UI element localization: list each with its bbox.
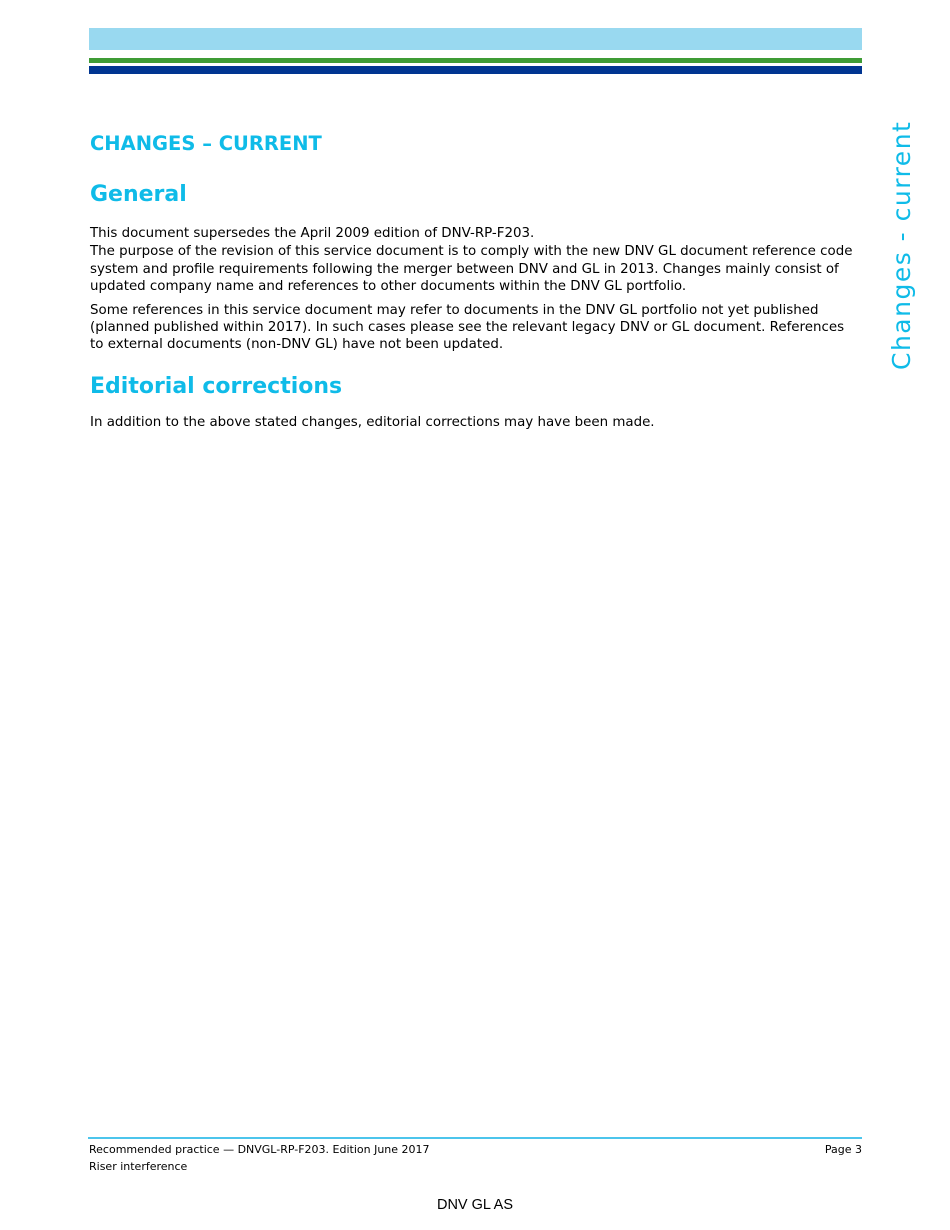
company-name: DNV GL AS <box>436 1197 514 1213</box>
paragraph: This document supersedes the April 2009 edition of DNV-RP-F203. <box>90 226 535 241</box>
paragraph: In addition to the above stated changes, editorial corrections may have been made. <box>90 415 655 431</box>
footer-document-title: Riser interference <box>89 1160 188 1173</box>
footer-document-reference: Recommended practice — DNVGL-RP-F203. Edition June 2017 <box>89 1143 430 1156</box>
page-number: Page 3 <box>824 1143 862 1156</box>
paragraph: The purpose of the revision of this service document is to comply with the new DNV GL document reference code system and profile requirements following the merger between DNV and GL in 2013. Changes mainly consist of updated company name and references to other documents within the DNV GL portfolio. <box>90 244 853 294</box>
header-band-navy <box>89 66 862 74</box>
footer-rule <box>88 1137 862 1139</box>
header-band-green <box>89 58 862 63</box>
chapter-title: CHANGES – CURRENT <box>90 132 322 155</box>
section-heading-editorial: Editorial corrections <box>90 374 343 400</box>
main-content <box>90 131 860 432</box>
section-heading-general: General <box>90 182 187 207</box>
header-band-light <box>89 28 862 50</box>
paragraph: Some references in this service document may refer to documents in the DNV GL portfolio not yet published (planned published within 2017). In such cases please see the relevant legacy DNV or GL document. References to external documents (non-DNV GL) have not been updated. <box>90 302 845 352</box>
side-chapter-tab: Changes - current <box>887 120 916 370</box>
